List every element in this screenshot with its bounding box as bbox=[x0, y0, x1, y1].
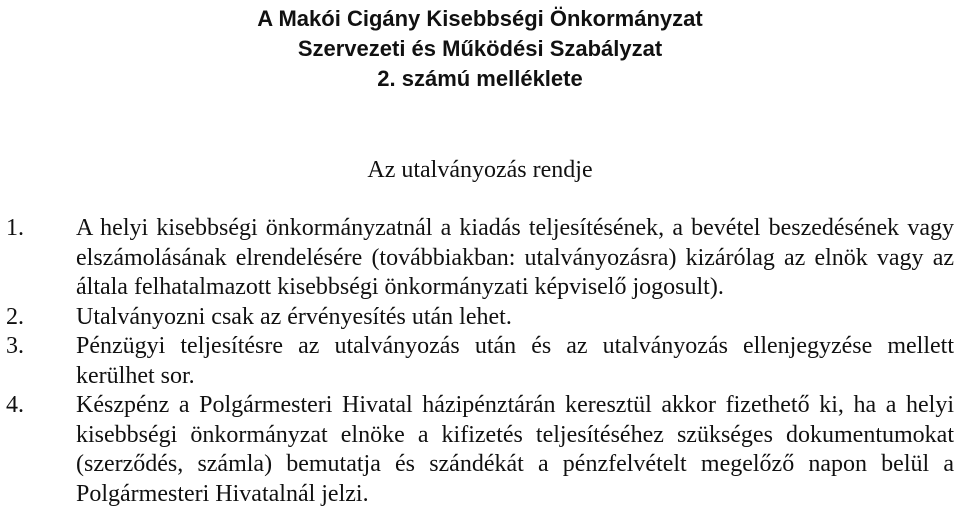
item-text: A helyi kisebbségi önkormányzatnál a kiadás teljesítésének, a bevétel beszedésének vagy elszámolásának elrendelésére (továbbiakban: utalványozásra) kizárólag az elnök vagy az általa felhatalmazott kisebbségi önkormányzati képviselő jogosult). bbox=[76, 215, 954, 300]
list-item bbox=[6, 332, 954, 391]
header-line-3: 2. számú melléklete bbox=[377, 66, 583, 91]
section-title: Az utalványozás rendje bbox=[367, 157, 593, 183]
rules-list bbox=[6, 214, 954, 509]
item-text: Készpénz a Polgármesteri Hivatal házipénztárán keresztül akkor fizethető ki, ha a helyi kisebbségi önkormányzat elnöke a kifizetés teljesítéséhez szükséges dokumentumokat (szerződés, számla) bemutatja és szándékát a pénzfelvételt megelőző napon belül a Polgármesteri Hivatalnál jelzi. bbox=[76, 392, 954, 507]
item-number: 3. bbox=[6, 333, 24, 359]
list-item bbox=[6, 303, 954, 333]
item-text: Utalványozni csak az érvényesítés után lehet. bbox=[76, 303, 512, 330]
item-number: 1. bbox=[6, 215, 24, 241]
item-number: 4. bbox=[6, 392, 24, 418]
list-item bbox=[6, 214, 954, 303]
item-number: 2. bbox=[6, 303, 24, 330]
document-header bbox=[0, 4, 960, 94]
list-item bbox=[6, 391, 954, 509]
header-line-1: A Makói Cigány Kisebbségi Önkormányzat bbox=[257, 6, 703, 31]
item-text: Pénzügyi teljesítésre az utalványozás után és az utalványozás ellenjegyzése mellett kerülhet sor. bbox=[76, 333, 954, 389]
header-line-2: Szervezeti és Működési Szabályzat bbox=[297, 36, 663, 61]
